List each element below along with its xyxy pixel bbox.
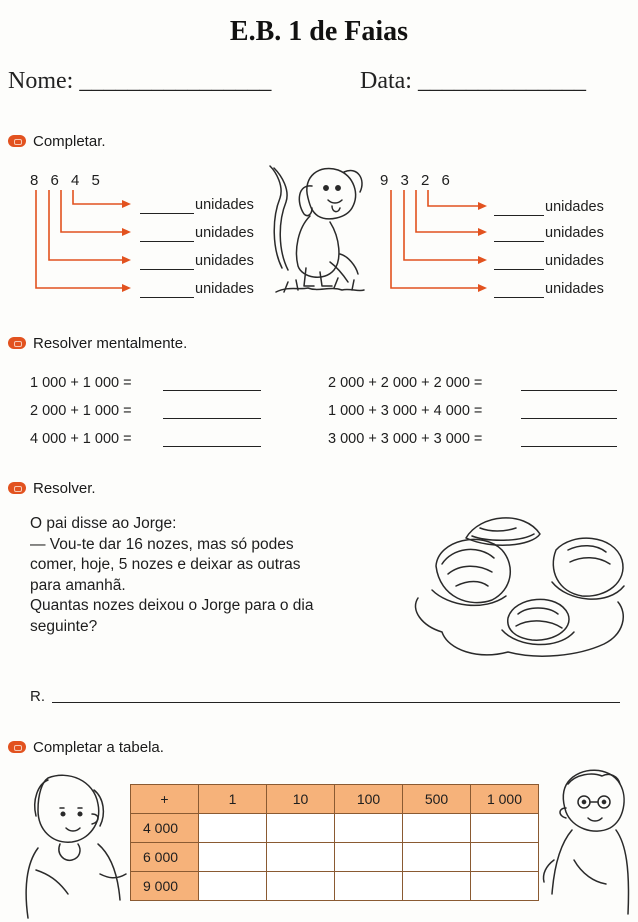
answer-cell[interactable]: [199, 814, 267, 843]
exercise3-heading: [8, 478, 96, 498]
table-row: [131, 843, 539, 872]
row-header: 6 000: [131, 843, 199, 872]
answer-line[interactable]: [521, 446, 617, 447]
operator-cell: [131, 785, 199, 814]
table-row: [131, 872, 539, 901]
operation: 4 000 + 1 000 =: [30, 431, 132, 447]
story-line: — Vou-te dar 16 nozes, mas só podes: [30, 535, 294, 553]
exercise3-title: Resolver.: [33, 479, 96, 497]
table-row: [131, 814, 539, 843]
right-number: 9 3 2 6: [380, 172, 454, 189]
answer-line[interactable]: [52, 702, 620, 703]
answer-cell[interactable]: [267, 814, 335, 843]
answer-cell[interactable]: [471, 843, 539, 872]
story-line: comer, hoje, 5 nozes e deixar as outras: [30, 556, 301, 573]
dog-illustration-icon: [268, 158, 368, 298]
unit-label: unidades: [545, 199, 604, 215]
answer-cell[interactable]: [267, 872, 335, 901]
answer-cell[interactable]: [335, 872, 403, 901]
row-header: 9 000: [131, 872, 199, 901]
answer-cell[interactable]: [471, 814, 539, 843]
answer-line[interactable]: [494, 215, 544, 216]
answer-line[interactable]: [494, 269, 544, 270]
unit-label: unidades: [195, 281, 254, 297]
answer-cell[interactable]: [335, 843, 403, 872]
answer-cell[interactable]: [199, 843, 267, 872]
column-header: 500: [403, 785, 471, 814]
boy-illustration-icon: [540, 764, 636, 920]
name-field: Nome: ________________: [8, 68, 272, 94]
answer-cell[interactable]: [403, 843, 471, 872]
unit-label: unidades: [195, 253, 254, 269]
operation: 2 000 + 2 000 + 2 000 =: [328, 375, 483, 391]
answer-cell[interactable]: [267, 843, 335, 872]
answer-line[interactable]: [140, 213, 194, 214]
answer-cell[interactable]: [199, 872, 267, 901]
column-header: 100: [335, 785, 403, 814]
unit-label: unidades: [195, 197, 254, 213]
girl-illustration-icon: [8, 770, 128, 920]
problem-text: [30, 514, 375, 637]
plus-operator-icon: +: [160, 791, 169, 807]
answer-line[interactable]: [140, 269, 194, 270]
table-header-row: [131, 785, 539, 814]
answer-line[interactable]: [163, 418, 261, 419]
answer-line[interactable]: [494, 297, 544, 298]
story-line: O pai disse ao Jorge:: [30, 515, 177, 532]
story-line: Quantas nozes deixou o Jorge para o dia: [30, 597, 314, 614]
answer-line[interactable]: [494, 241, 544, 242]
unit-label: unidades: [545, 253, 604, 269]
answer-label: R.: [30, 688, 45, 705]
pencil-bullet-icon: [8, 741, 26, 753]
answer-line[interactable]: [140, 297, 194, 298]
answer-line[interactable]: [140, 241, 194, 242]
school-title: E.B. 1 de Faias: [229, 16, 409, 47]
operation: 2 000 + 1 000 =: [30, 403, 132, 419]
answer-line[interactable]: [521, 390, 617, 391]
story-line: para amanhã.: [30, 576, 126, 594]
answer-cell[interactable]: [403, 872, 471, 901]
answer-cell[interactable]: [403, 814, 471, 843]
pencil-bullet-icon: [8, 482, 26, 494]
operation: 1 000 + 1 000 =: [30, 375, 132, 391]
exercise2-heading: [8, 333, 187, 353]
unit-label: unidades: [195, 225, 254, 241]
answer-line[interactable]: [163, 390, 261, 391]
answer-line[interactable]: [521, 418, 617, 419]
exercise4-heading: [8, 737, 164, 757]
exercise2-title: Resolver mentalmente.: [33, 334, 188, 352]
answer-line[interactable]: [163, 446, 261, 447]
exercise1-title: Completar.: [33, 132, 106, 150]
row-header: 4 000: [131, 814, 199, 843]
operation: 1 000 + 3 000 + 4 000 =: [328, 403, 483, 419]
answer-cell[interactable]: [471, 872, 539, 901]
date-field: Data: ______________: [360, 68, 586, 94]
operation: 3 000 + 3 000 + 3 000 =: [328, 431, 483, 447]
story-line: seguinte?: [30, 617, 98, 635]
unit-label: unidades: [545, 281, 604, 297]
unit-label: unidades: [545, 225, 604, 241]
column-header: 1: [199, 785, 267, 814]
column-header: 10: [267, 785, 335, 814]
addition-table: [130, 784, 539, 901]
column-header: 1 000: [471, 785, 539, 814]
walnuts-illustration-icon: [408, 510, 630, 670]
answer-cell[interactable]: [335, 814, 403, 843]
exercise4-title: Completar a tabela.: [33, 738, 164, 756]
pencil-bullet-icon: [8, 337, 26, 349]
left-number: 8 6 4 5: [30, 172, 104, 189]
